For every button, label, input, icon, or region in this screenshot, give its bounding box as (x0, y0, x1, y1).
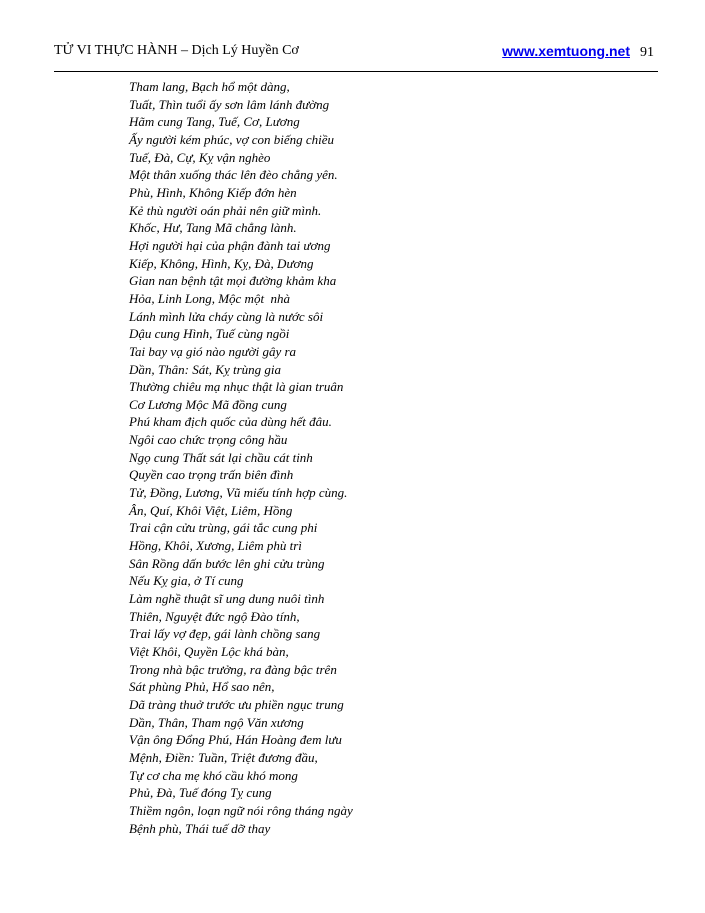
poem-line: Một thân xuống thác lên đèo chẳng yên. (129, 167, 338, 183)
header-right (502, 41, 654, 63)
poem-line: Gian nan bệnh tật mọi đường khảm kha (129, 273, 337, 289)
poem-line: Tự cơ cha mẹ khó cầu khó mong (129, 767, 298, 783)
poem-line: Phú kham địch quốc của dùng hết đâu. (129, 414, 332, 430)
poem-line: Ấy người kém phúc, vợ con biếng chiều (129, 131, 335, 147)
poem-line: Tai bay vạ gió nào người gây ra (129, 343, 297, 359)
page-number: 91 (640, 45, 654, 60)
poem-line: Tuất, Thìn tuổi ấy sơn lâm lánh đường (129, 96, 330, 112)
poem-line: Nếu Kỵ gia, ở Tí cung (129, 573, 244, 589)
poem-line: Tử, Đồng, Lương, Vũ miếu tính hợp cùng. (129, 485, 348, 501)
poem-line: Tham lang, Bạch hổ một dàng, (129, 79, 290, 94)
poem-line: Vận ông Đổng Phú, Hán Hoàng đem lưu (129, 732, 342, 748)
poem-line: Thiềm ngôn, loạn ngữ nói rông tháng ngày (129, 802, 353, 818)
poem-line: Dần, Thân, Tham ngộ Văn xương (129, 714, 304, 730)
document-title: TỬ VI THỰC HÀNH – Dịch Lý Huyền Cơ (54, 43, 299, 58)
poem-line: Ngọ cung Thất sát lại chầu cát tinh (129, 449, 313, 465)
poem-line: Quyền cao trọng trấn biên đình (129, 467, 294, 483)
website-link[interactable]: www.xemtuong.net (502, 43, 630, 59)
page-header (54, 41, 658, 61)
poem-line: Hồng, Khôi, Xương, Liêm phù trì (129, 538, 302, 554)
poem-line: Dần, Thân: Sát, Kỵ trùng gia (129, 361, 282, 377)
header-divider (54, 71, 658, 72)
poem-line: Sân Rồng dấn bước lên ghi cửu trùng (129, 555, 325, 571)
poem-line: Phủ, Đà, Tuế đóng Tỵ cung (129, 785, 272, 801)
poem-line: Dậu cung Hình, Tuế cùng ngồi (129, 326, 290, 342)
poem-line: Trai lấy vợ đẹp, gái lành chồng sang (129, 626, 321, 642)
poem-line: Ngôi cao chức trọng công hầu (129, 432, 288, 448)
poem-line: Kẻ thù người oán phải nên giữ mình. (129, 202, 322, 218)
poem-line: Khốc, Hư, Tang Mã chẳng lành. (129, 220, 297, 236)
poem-line: Dã tràng thuở trước ưu phiền ngục trung (129, 696, 344, 712)
poem-line: Cơ Lương Mộc Mã đồng cung (129, 396, 287, 412)
poem-line: Hãm cung Tang, Tuế, Cơ, Lương (129, 114, 300, 130)
poem-line: Phù, Hình, Không Kiếp đớn hèn (129, 184, 297, 200)
poem-line: Việt Khôi, Quyền Lộc khá bàn, (129, 644, 289, 659)
poem-line: Thiên, Nguyệt đức ngộ Đào tính, (129, 608, 300, 624)
poem-line: Trong nhà bậc trưởng, ra đàng bậc trên (129, 661, 337, 677)
poem-line: Kiếp, Không, Hình, Kỵ, Đà, Dương (129, 255, 314, 271)
poem-line: Bệnh phù, Thái tuế dỡ thay (129, 820, 271, 836)
poem-line: Làm nghề thuật sĩ ung dung nuôi tình (129, 591, 325, 607)
poem-line: Thường chiêu mạ nhục thật là gian truân (129, 379, 344, 395)
poem-line: Lánh mình lửa cháy cùng là nước sôi (129, 308, 324, 324)
poem-line: Tuế, Đà, Cự, Kỵ vận nghèo (129, 149, 271, 165)
poem-body (129, 78, 649, 837)
poem-line: Hợi người hại của phận đành tai ương (129, 237, 331, 253)
poem-line: Mệnh, Điền: Tuần, Triệt đương đầu, (129, 749, 318, 765)
poem-line: Ân, Quí, Khôi Việt, Liêm, Hồng (129, 502, 293, 518)
poem-line: Sát phùng Phủ, Hổ sao nên, (129, 679, 275, 695)
poem-line: Hỏa, Linh Long, Mộc một nhà (129, 290, 291, 306)
poem-line: Trai cận cửu trùng, gái tắc cung phi (129, 520, 318, 536)
